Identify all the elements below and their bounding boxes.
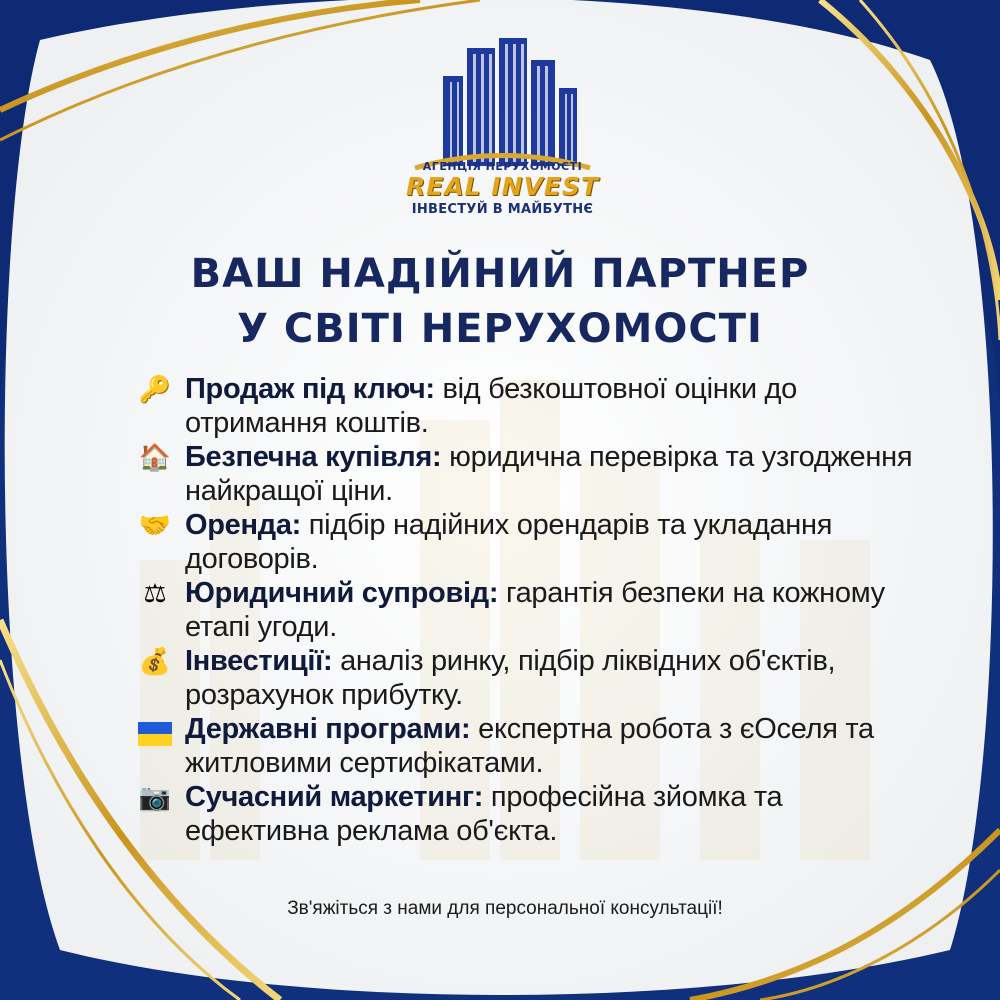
house-icon: 🏠 <box>138 442 172 472</box>
ukraine-flag-icon <box>133 712 177 746</box>
list-item <box>133 508 933 576</box>
brand-name: REAL INVEST <box>405 172 600 201</box>
list-item <box>133 576 933 644</box>
service-label: Безпечна купівля: <box>185 441 442 473</box>
list-item <box>133 780 933 848</box>
service-label: Продаж під ключ: <box>185 373 435 405</box>
handshake-icon: 🤝 <box>138 510 172 540</box>
contact-cta: Зв'яжіться з нами для персональної консультації! <box>287 898 723 919</box>
service-text: гарантія безпеки на кожному етапі угоди. <box>185 577 885 643</box>
money-bag-icon: 💰 <box>138 646 172 676</box>
service-text: юридична перевірка та узгодження найкращої ціни. <box>185 441 913 507</box>
brand-slogan: ІНВЕСТУЙ В МАЙБУТНЄ <box>411 202 594 217</box>
agency-label: АГЕНЦІЯ НЕРУХОМОСТІ <box>422 160 583 173</box>
headline-line-2: У СВІТІ НЕРУХОМОСТІ <box>237 306 763 352</box>
service-text: підбір надійних орендарів та укладання договорів. <box>185 509 833 575</box>
service-label: Державні програми: <box>185 713 471 745</box>
key-icon: 🔑 <box>138 374 172 404</box>
service-text: від безкоштовної оцінки до отримання коштів. <box>185 373 797 439</box>
headline-line-1: ВАШ НАДІЙНИЙ ПАРТНЕР <box>190 251 810 297</box>
scales-icon: ⚖ <box>143 578 167 608</box>
service-text: аналіз ринку, підбір ліквідних об'єктів, розрахунок прибутку. <box>185 645 836 711</box>
list-item <box>133 712 933 780</box>
service-label: Інвестиції: <box>185 645 333 677</box>
services-list <box>133 372 933 848</box>
list-item <box>133 372 933 440</box>
service-text: професійна зйомка та ефективна реклама об'єкта. <box>185 781 783 847</box>
list-item <box>133 644 933 712</box>
service-label: Сучасний маркетинг: <box>185 781 484 813</box>
list-item <box>133 440 933 508</box>
service-text: експертна робота з єОселя та житловими сертифікатами. <box>185 713 874 779</box>
service-label: Оренда: <box>185 509 302 541</box>
service-label: Юридичний супровід: <box>185 577 499 609</box>
camera-icon: 📷 <box>138 782 172 812</box>
